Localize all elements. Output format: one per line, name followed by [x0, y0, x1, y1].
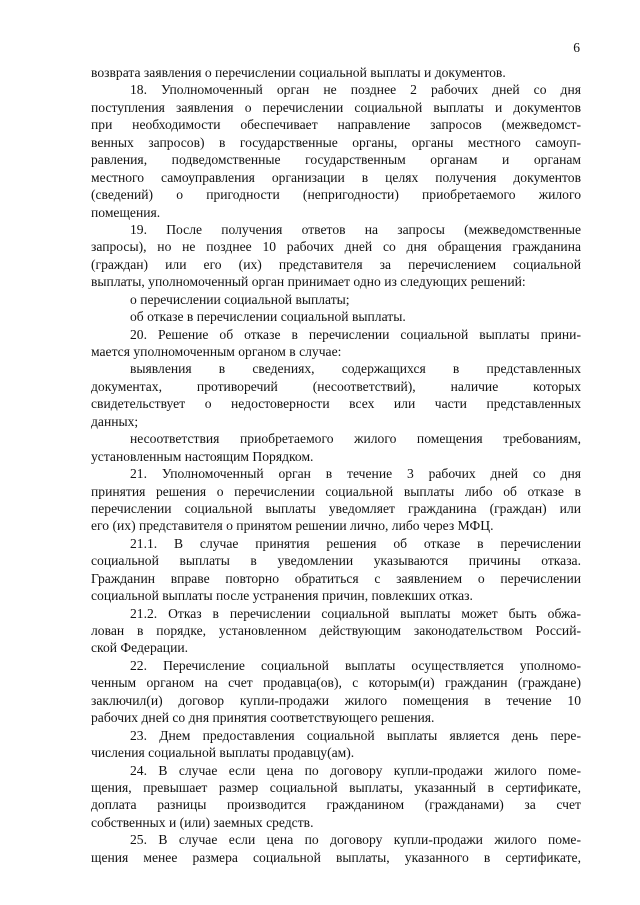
text-line: местного самоуправления организации в целях получения документов [91, 169, 581, 185]
document-body [91, 64, 581, 866]
text-line: щения, превышает размер социальной выплаты, указанный в сертификате, [91, 779, 581, 795]
text-line: помещения. [91, 204, 161, 220]
text-line: возврата заявления о перечислении социальной выплаты и документов. [91, 65, 506, 80]
text-line: рабочих дней со дня принятия соответствующего решения. [91, 710, 435, 726]
page-number: 6 [573, 40, 580, 55]
text-line: доплата разницы производится гражданином (гражданами) за счет [91, 797, 581, 813]
text-line: ченным органом на счет продавца(ов), с которым(и) гражданин (граждане) [91, 675, 581, 691]
text-line: числения социальной выплаты продавцу(ам). [91, 745, 355, 761]
text-line: несоответствия приобретаемого жилого помещения требованиям, [130, 431, 581, 447]
text-line: об отказе в перечислении социальной выплаты. [130, 309, 406, 325]
text-line: венных запросов) в государственные органы, органы местного самоуп- [91, 134, 581, 150]
text-line: 19. После получения ответов на запросы (межведомственные [130, 221, 581, 237]
text-line: принятия решения о перечислении социальной выплаты либо об отказе в [91, 483, 581, 499]
text-line: выявления в сведениях, содержащихся в представленных [130, 361, 581, 377]
text-line: равления, подведомственные государственным органам и органам [91, 152, 581, 168]
text-line: социальной выплаты после устранения причин, повлекших отказ. [91, 588, 473, 604]
text-line: при необходимости обеспечивает направление запросов (межведомст- [91, 117, 581, 133]
text-line: 18. Уполномоченный орган не позднее 2 рабочих дней со дня [130, 82, 581, 98]
text-line: документах, противоречий (несоответствий), наличие которых [91, 378, 581, 394]
text-line: мается уполномоченным органом в случае: [91, 344, 342, 359]
text-line: (сведений) о пригодности (непригодности) приобретаемого жилого [91, 187, 581, 203]
text-line: 21. Уполномоченный орган в течение 3 рабочих дней со дня [130, 466, 581, 482]
text-line: 20. Решение об отказе в перечислении социальной выплаты прини- [130, 326, 581, 342]
text-line: 21.1. В случае принятия решения об отказе в перечислении [130, 535, 581, 551]
text-line: поступления заявления о перечислении социальной выплаты и документов [91, 99, 581, 115]
text-line: выплаты, уполномоченный орган принимает одно из следующих решений: [91, 274, 526, 290]
text-line: щения менее размера социальной выплаты, указанного в сертификате, [91, 849, 581, 865]
text-line: перечислении социальной выплаты уведомляет гражданина (граждан) или [91, 500, 581, 516]
text-line: 23. Днем предоставления социальной выплаты является день пере- [130, 727, 581, 743]
text-line: заключил(и) договор купли-продажи жилого помещения в течение 10 [91, 692, 581, 708]
text-line: его (их) представителя о принятом решении лично, либо через МФЦ. [91, 518, 494, 534]
text-line: Гражданин вправе повторно обратиться с заявлением о перечислении [91, 570, 581, 586]
text-line: лован в порядке, установленном действующим законодательством Россий- [91, 623, 581, 638]
text-line: социальной выплаты в уведомлении указываются причины отказа. [91, 553, 581, 569]
text-line: установленным настоящим Порядком. [91, 448, 314, 464]
text-line: запросы), но не позднее 10 рабочих дней со дня обращения гражданина [91, 239, 581, 255]
text-line: о перечислении социальной выплаты; [130, 291, 350, 307]
text-line: данных; [91, 413, 139, 429]
text-line: (граждан) или его (их) представителя за перечислением социальной [91, 256, 581, 272]
text-line: 21.2. Отказ в перечислении социальной выплаты может быть обжа- [130, 605, 581, 621]
text-line: 22. Перечисление социальной выплаты осуществляется уполномо- [130, 657, 581, 673]
text-line: 25. В случае если цена по договору купли-продажи жилого поме- [130, 832, 581, 848]
text-line: свидетельствует о недостоверности всех или части представленных [91, 396, 581, 412]
text-line: 24. В случае если цена по договору купли-продажи жилого поме- [130, 762, 581, 778]
text-line: собственных и (или) заемных средств. [91, 814, 314, 830]
text-line: ской Федерации. [91, 640, 189, 656]
